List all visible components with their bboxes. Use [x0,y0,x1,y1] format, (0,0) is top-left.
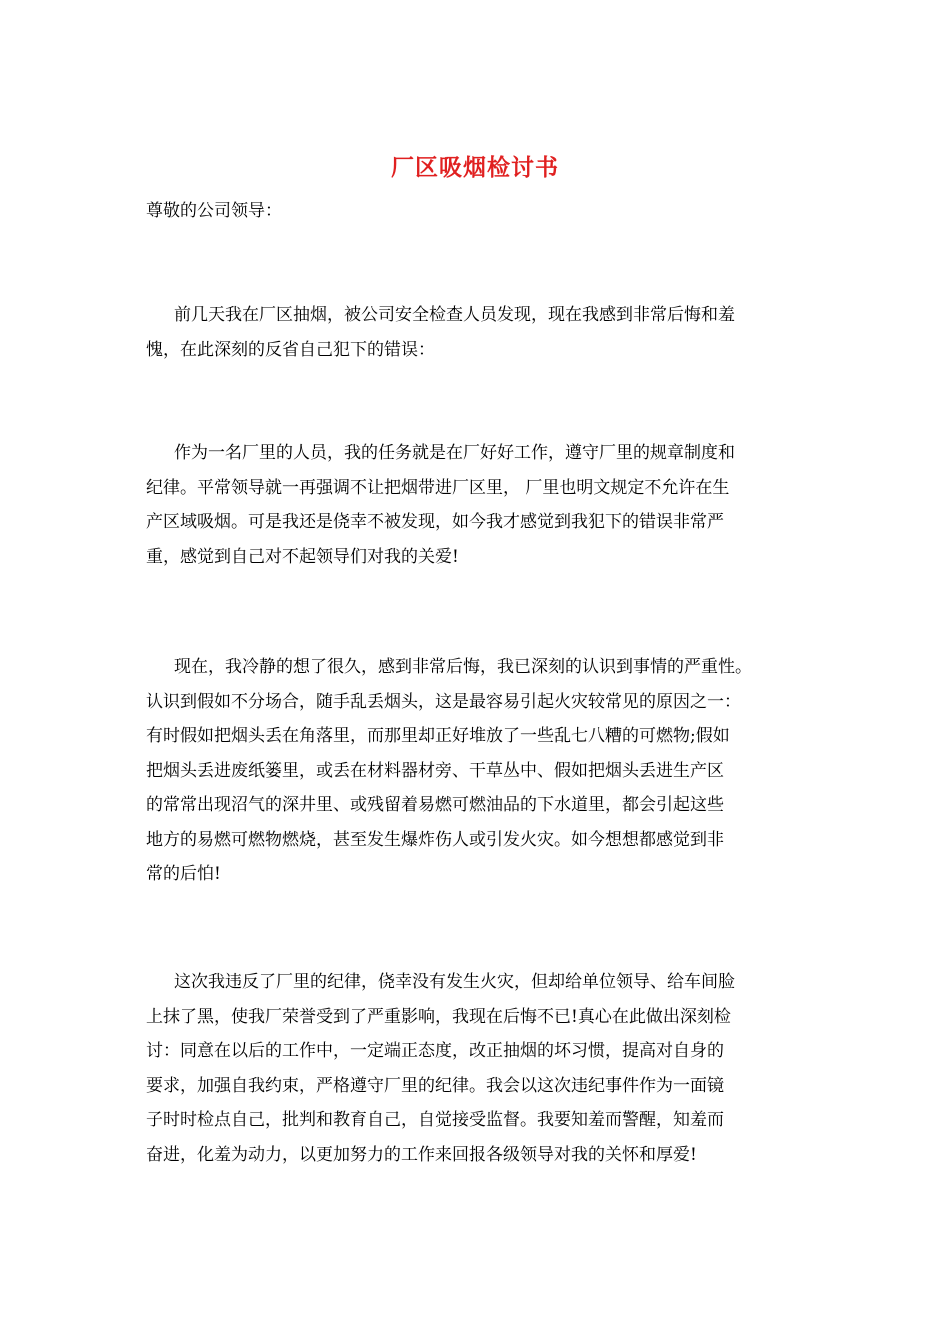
paragraph-3 [146,650,826,892]
paragraph-line: 前几天我在厂区抽烟，被公司安全检查人员发现，现在我感到非常后悔和羞 [174,305,735,325]
paragraph-line: 讨：同意在以后的工作中，一定端正态度，改正抽烟的坏习惯，提高对自身的 [146,1041,724,1061]
paragraph-line: 常的后怕! [146,864,221,884]
paragraph-line: 认识到假如不分场合，随手乱丢烟头，这是最容易引起火灾较常见的原因之一： [146,691,741,712]
paragraph-line: 上抹了黑，使我厂荣誉受到了严重影响，我现在后悔不已!真心在此做出深刻检 [146,1006,731,1027]
paragraph-line: 产区域吸烟。可是我还是侥幸不被发现，如今我才感觉到我犯下的错误非常严 [146,512,724,532]
paragraph-line: 要求，加强自我约束，严格遵守厂里的纪律。我会以这次违纪事件作为一面镜 [146,1075,724,1096]
paragraph-line: 作为一名厂里的人员，我的任务就是在厂好好工作，遵守厂里的规章制度和 [174,443,735,463]
paragraph-line: 奋进，化羞为动力，以更加努力的工作来回报各级领导对我的关怀和厚爱! [146,1144,697,1165]
paragraph-line: 把烟头丢进废纸篓里，或丢在材料器材旁、干草丛中、假如把烟头丢进生产区 [146,760,724,781]
paragraph-line: 重，感觉到自己对不起领导们对我的关爱! [146,546,459,567]
paragraph-line: 子时时检点自己，批判和教育自己，自觉接受监督。我要知羞而警醒，知羞而 [146,1110,724,1130]
paragraph-line: 地方的易燃可燃物燃烧，甚至发生爆炸伤人或引发火灾。如今想想都感觉到非 [146,829,724,850]
paragraph-line: 的常常出现沼气的深井里、或残留着易燃可燃油品的下水道里，都会引起这些 [146,795,724,815]
paragraph-line: 有时假如把烟头丢在角落里，而那里却正好堆放了一些乱七八糟的可燃物;假如 [146,726,730,746]
paragraph-4 [146,965,826,1172]
greeting: 尊敬的公司领导： [146,201,282,221]
paragraph-line: 这次我违反了厂里的纪律，侥幸没有发生火灾，但却给单位领导、给车间脸 [174,972,735,992]
paragraph-line: 现在，我冷静的想了很久，感到非常后悔，我已深刻的认识到事情的严重性。 [174,657,752,677]
paragraph-line: 纪律。平常领导就一再强调不让把烟带进厂区里， 厂里也明文规定不允许在生 [146,477,730,498]
paragraph-line: 愧，在此深刻的反省自己犯下的错误： [146,339,435,360]
document-title: 厂区吸烟检讨书 [391,154,559,181]
paragraph-1 [146,298,826,367]
paragraph-2 [146,436,826,574]
